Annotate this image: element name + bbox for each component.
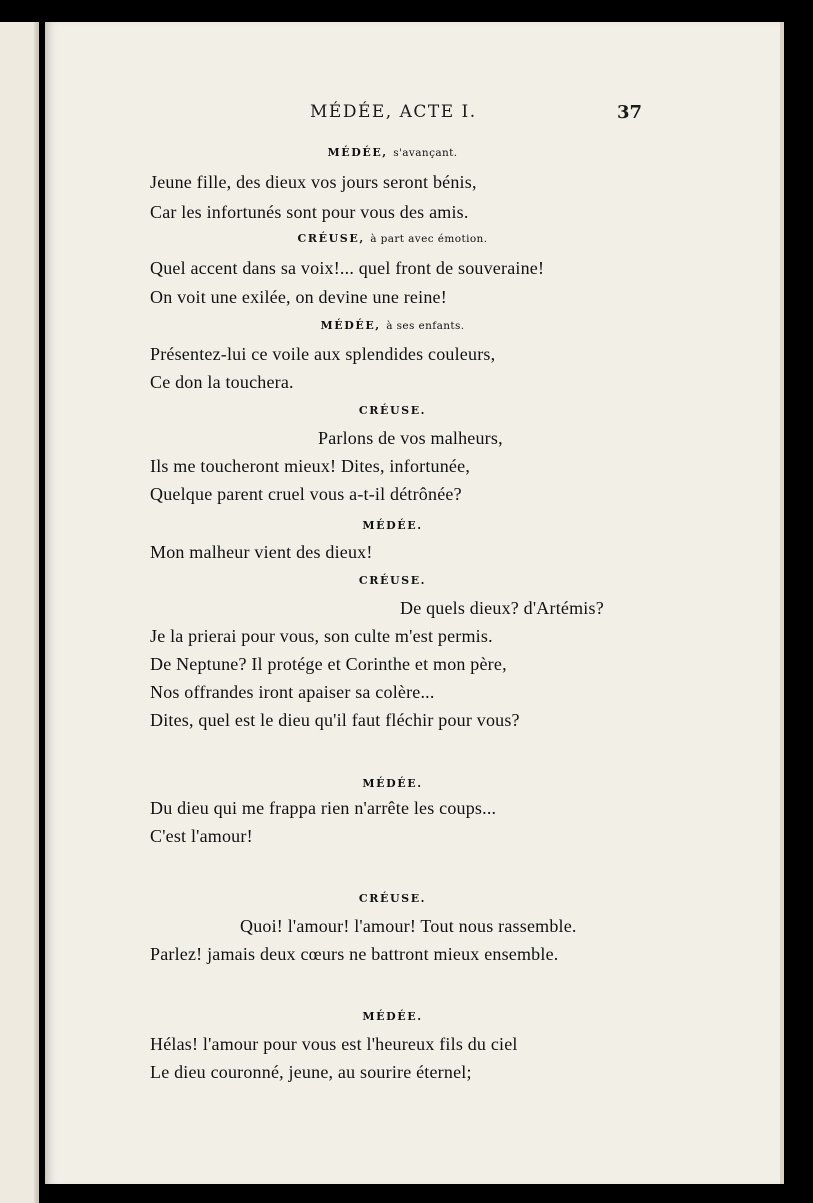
speaker-heading: CRÉUSE.: [358, 404, 427, 417]
verse-line: Je la prierai pour vous, son culte m'est permis.: [150, 626, 493, 646]
verse-line: Quoi! l'amour! l'amour! Tout nous rassemble.: [240, 916, 577, 936]
verse-line: Ce don la touchera.: [150, 372, 294, 392]
speaker-heading: MÉDÉE.: [362, 519, 423, 532]
verse-line: Jeune fille, des dieux vos jours seront bénis,: [150, 172, 477, 192]
verse-line: Dites, quel est le dieu qu'il faut fléchir pour vous?: [150, 710, 520, 730]
verse-line: Parlez! jamais deux cœurs ne battront mieux ensemble.: [150, 944, 559, 964]
book-page: [45, 22, 780, 1184]
speaker-heading: MÉDÉE, à ses enfants.: [320, 319, 465, 332]
stage-direction: s'avançant.: [393, 147, 458, 159]
speaker-heading: CRÉUSE, à part avec émotion.: [297, 232, 488, 245]
verse-line: Parlons de vos malheurs,: [318, 428, 503, 448]
speaker-heading: CRÉUSE.: [358, 574, 427, 587]
stage-direction: à part avec émotion.: [370, 233, 488, 245]
verse-line: De quels dieux? d'Artémis?: [400, 598, 604, 618]
speaker-heading: MÉDÉE.: [362, 777, 423, 790]
facing-page-edge: [0, 22, 39, 1203]
verse-line: C'est l'amour!: [150, 826, 253, 846]
speaker-heading: MÉDÉE.: [362, 1010, 423, 1023]
verse-line: On voit une exilée, on devine une reine!: [150, 287, 447, 307]
speaker-heading: MÉDÉE, s'avançant.: [327, 146, 458, 159]
verse-line: Le dieu couronné, jeune, au sourire éternel;: [150, 1062, 472, 1082]
verse-line: Nos offrandes iront apaiser sa colère...: [150, 682, 435, 702]
verse-line: Ils me toucheront mieux! Dites, infortunée,: [150, 456, 471, 476]
speaker-heading: CRÉUSE.: [358, 892, 427, 905]
verse-line: Quelque parent cruel vous a-t-il détrônée?: [150, 484, 462, 504]
verse-line: Car les infortunés sont pour vous des amis.: [150, 202, 469, 222]
verse-line: De Neptune? Il protége et Corinthe et mon père,: [150, 654, 507, 674]
page-number: 37: [617, 102, 643, 123]
verse-line: Quel accent dans sa voix!... quel front de souveraine!: [150, 258, 545, 278]
verse-line: Mon malheur vient des dieux!: [150, 542, 373, 562]
verse-line: Présentez-lui ce voile aux splendides couleurs,: [150, 344, 496, 364]
stage-direction: à ses enfants.: [386, 320, 465, 332]
page-edge: [780, 22, 784, 1184]
verse-line: Du dieu qui me frappa rien n'arrête les coups...: [150, 798, 497, 818]
verse-line: Hélas! l'amour pour vous est l'heureux fils du ciel: [150, 1034, 518, 1054]
running-title: MÉDÉE, ACTE I.: [310, 102, 477, 122]
